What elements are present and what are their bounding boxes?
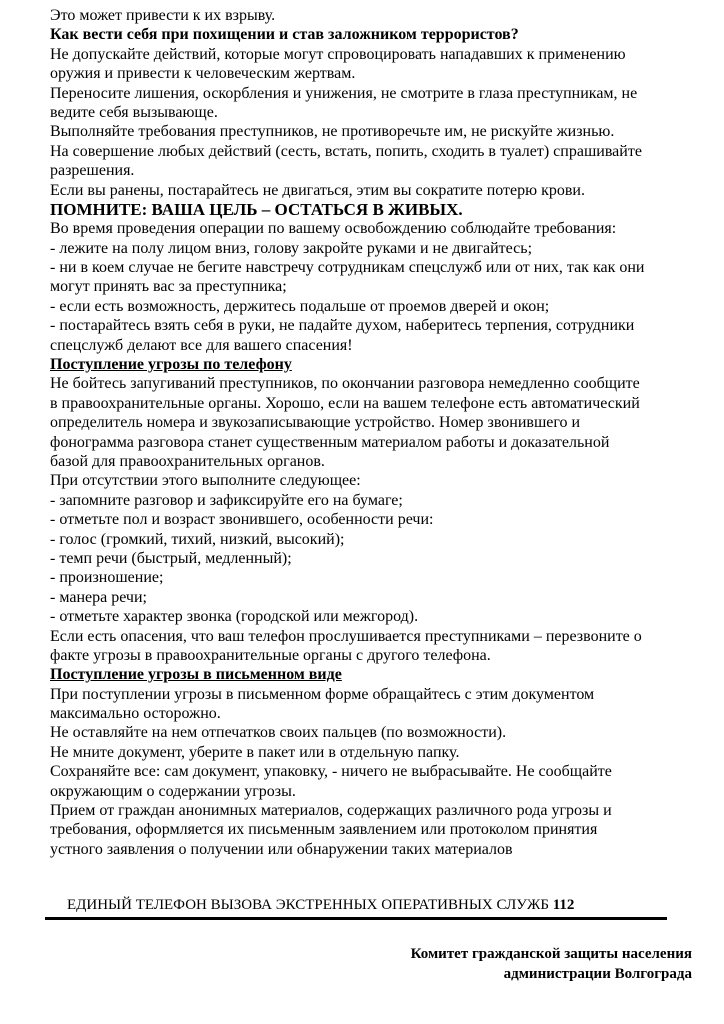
text-line: требования, оформляется их письменным заявлением или протоколом принятия xyxy=(50,821,598,839)
body-line xyxy=(50,646,710,665)
text-line: Не оставляйте на нем отпечатков своих пальцев (по возможности). xyxy=(50,724,507,742)
text-line: - запомните разговор и зафиксируйте его на бумаге; xyxy=(50,491,403,509)
section-heading: Как вести себя при похищении и став заложником террористов? xyxy=(50,26,519,44)
body-line xyxy=(50,588,710,607)
text-line: - если есть возможность, держитесь подальше от проемов дверей и окон; xyxy=(50,297,550,315)
text-line: Выполняйте требования преступников, не противоречьте им, не рискуйте жизнью. xyxy=(50,123,615,141)
text-line: определитель номера и звукозаписывающие устройство. Номер звонившего и xyxy=(50,414,581,432)
text-line: Это может привести к их взрыву. xyxy=(50,7,276,24)
subsection-heading: Поступление угрозы в письменном виде xyxy=(50,666,342,684)
text-line: базой для правоохранительных органов. xyxy=(50,452,325,470)
hotline-text xyxy=(45,897,675,914)
text-line: При поступлении угрозы в письменном форме обращайтесь с этим документом xyxy=(50,685,595,703)
body-line xyxy=(50,122,710,141)
body-line xyxy=(50,510,710,529)
committee-signature xyxy=(411,944,692,984)
text-line: Если есть опасения, что ваш телефон прослушивается преступниками – перезвоните о xyxy=(50,627,642,645)
text-line: - темп речи (быстрый, медленный); xyxy=(50,549,292,567)
body-line xyxy=(50,413,710,432)
text-line: оружия и привести к человеческим жертвам. xyxy=(50,65,356,83)
body-line xyxy=(50,801,710,820)
text-line: фонограмма разговора станет существенным материалом работы и доказательной xyxy=(50,433,610,451)
text-line: Переносите лишения, оскорбления и унижения, не смотрите в глаза преступникам, не xyxy=(50,84,638,102)
body-line xyxy=(50,84,710,103)
body-line xyxy=(50,820,710,839)
body-line xyxy=(50,45,710,64)
committee-line-1: Комитет гражданской защиты населения xyxy=(410,946,692,962)
body-line xyxy=(50,665,710,684)
body-line xyxy=(50,549,710,568)
text-line: Не бойтесь запугиваний преступников, по окончании разговора немедленно сообщите xyxy=(50,375,640,393)
body-line xyxy=(50,433,710,452)
subsection-heading: Поступление угрозы по телефону xyxy=(50,356,292,374)
body-line xyxy=(50,723,710,742)
text-line: - отметьте пол и возраст звонившего, особенности речи: xyxy=(50,511,434,529)
text-line: - ни в коем случае не бегите навстречу сотрудникам спецслужб или от них, так как они xyxy=(50,259,645,277)
committee-line-2: администрации Волгограда xyxy=(503,966,692,982)
body-line xyxy=(50,704,710,723)
text-line: Не мните документ, уберите в пакет или в отдельную папку. xyxy=(50,743,460,761)
body-line xyxy=(50,142,710,161)
body-line xyxy=(50,743,710,762)
body-line xyxy=(50,297,710,316)
body-line xyxy=(50,64,710,83)
text-line: максимально осторожно. xyxy=(50,705,221,723)
body-line xyxy=(50,355,710,374)
text-line: в правоохранительные органы. Хорошо, если на вашем телефоне есть автоматический xyxy=(50,394,640,412)
text-line: - произношение; xyxy=(50,569,164,587)
body-line xyxy=(50,530,710,549)
hotline-block xyxy=(45,897,675,920)
text-line: - манера речи; xyxy=(50,588,147,606)
text-line: устного заявления о получении или обнаружении таких материалов xyxy=(50,840,513,858)
text-line: - постарайтесь взять себя в руки, не падайте духом, наберитесь терпения, сотрудники xyxy=(50,317,635,335)
body-line xyxy=(50,336,710,355)
text-line: ведите себя вызывающе. xyxy=(50,103,218,121)
body-line xyxy=(50,6,710,25)
body-line xyxy=(50,782,710,801)
body-line xyxy=(50,568,710,587)
text-line: При отсутствии этого выполните следующее: xyxy=(50,472,361,490)
body-line xyxy=(50,491,710,510)
body-line xyxy=(50,471,710,490)
body-line xyxy=(50,219,710,238)
hotline-underline xyxy=(45,917,667,920)
body-line xyxy=(50,200,710,219)
body-line xyxy=(50,239,710,258)
body-line xyxy=(50,627,710,646)
body-line xyxy=(50,840,710,859)
text-line: Во время проведения операции по вашему освобождению соблюдайте требования: xyxy=(50,220,617,238)
body-line xyxy=(50,103,710,122)
body-line xyxy=(50,258,710,277)
emphasis-heading: ПОМНИТЕ: ВАША ЦЕЛЬ – ОСТАТЬСЯ В ЖИВЫХ. xyxy=(50,199,463,219)
text-line: окружающим о содержании угрозы. xyxy=(50,782,296,800)
text-line: Если вы ранены, постарайтесь не двигаться, этим вы сократите потерю крови. xyxy=(50,181,585,199)
body-line xyxy=(50,685,710,704)
text-line: разрешения. xyxy=(50,162,135,180)
text-line: спецслужб делают все для вашего спасения! xyxy=(50,336,353,354)
text-line: факте угрозы в правоохранительные органы с другого телефона. xyxy=(50,646,491,664)
body-line xyxy=(50,607,710,626)
text-line: Прием от граждан анонимных материалов, содержащих различного рода угрозы и xyxy=(50,802,612,820)
text-line: Сохраняйте все: сам документ, упаковку, - ничего не выбрасывайте. Не сообщайте xyxy=(50,763,612,781)
body-line xyxy=(50,374,710,393)
body-line xyxy=(50,181,710,200)
body-line xyxy=(50,394,710,413)
body-line xyxy=(50,277,710,296)
body-line xyxy=(50,316,710,335)
text-line: могут принять вас за преступника; xyxy=(50,278,287,296)
text-line: - отметьте характер звонка (городской или межгород). xyxy=(50,608,419,626)
document-body xyxy=(50,6,710,859)
text-line: Не допускайте действий, которые могут спровоцировать нападавших к применению xyxy=(50,45,626,63)
body-line xyxy=(50,25,710,44)
hotline-number: 112 xyxy=(552,897,575,913)
text-line: - голос (громкий, тихий, низкий, высокий); xyxy=(50,530,345,548)
body-line xyxy=(50,762,710,781)
text-line: - лежите на полу лицом вниз, голову закройте руками и не двигайтесь; xyxy=(50,239,533,257)
hotline-label: ЕДИНЫЙ ТЕЛЕФОН ВЫЗОВА ЭКСТРЕННЫХ ОПЕРАТИВНЫХ СЛУЖБ xyxy=(67,897,549,913)
body-line xyxy=(50,452,710,471)
body-line xyxy=(50,161,710,180)
text-line: На совершение любых действий (сесть, встать, попить, сходить в туалет) спрашивайте xyxy=(50,142,642,160)
